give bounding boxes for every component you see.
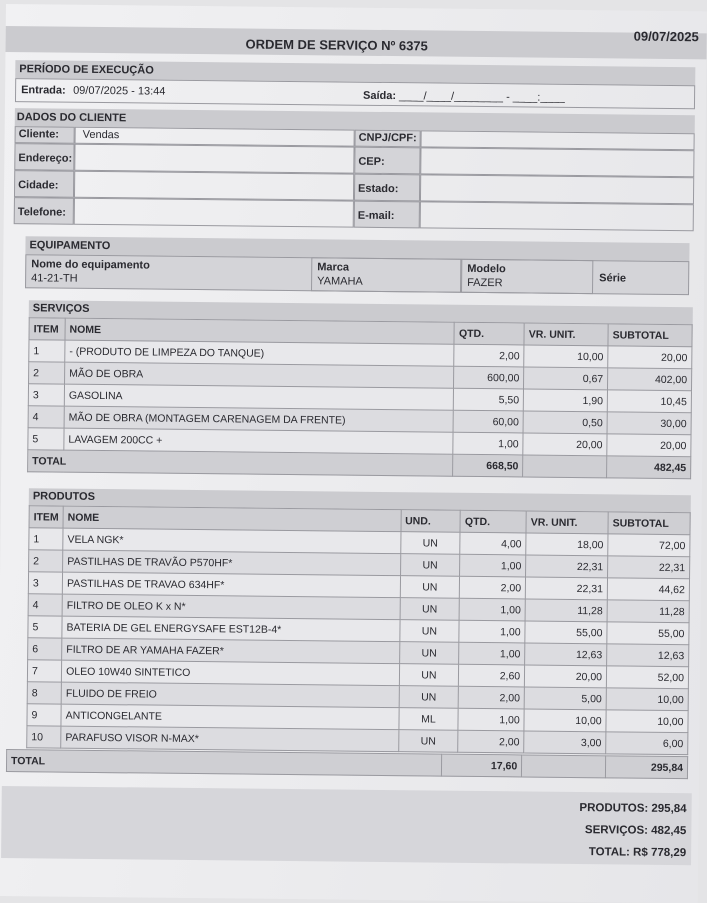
email-label: E-mail: [357, 209, 395, 223]
produtos-total-qtd: 17,60 [442, 754, 522, 777]
produtos-total-sub: 295,84 [605, 756, 687, 779]
periodo-section-title: PERÍODO DE EXECUÇÃO [19, 63, 154, 77]
servicos-item: 5 [28, 428, 64, 450]
produtos-nome: VELA NGK* [63, 528, 401, 554]
servicos-col-item: ITEM [29, 318, 65, 340]
servicos-vr: 0,67 [524, 367, 608, 390]
produtos-qtd: 1,00 [459, 598, 525, 621]
produtos-qtd: 2,60 [459, 664, 525, 687]
servicos-item: 1 [29, 340, 65, 362]
servicos-col-qtd: QTD. [454, 322, 524, 345]
equipamento-nome-label: Nome do equipamento [31, 258, 150, 272]
estado-label: Estado: [358, 182, 399, 196]
produtos-sub: 10,00 [606, 710, 688, 733]
produtos-vr: 3,00 [524, 731, 606, 754]
produtos-sub: 52,00 [606, 666, 688, 689]
produtos-und: UN [399, 620, 459, 643]
servicos-col-nome: NOME [65, 318, 455, 344]
servicos-section-title: SERVIÇOS [32, 302, 90, 315]
produtos-col-item: ITEM [29, 506, 63, 528]
endereco-label: Endereço: [18, 152, 73, 165]
produtos-total-label: TOTAL [6, 750, 441, 777]
header-date: 09/07/2025 [633, 28, 699, 45]
servicos-table [27, 317, 693, 479]
servicos-qtd: 60,00 [453, 410, 523, 433]
cliente-label: Cliente: [18, 128, 60, 141]
produtos-vr: 10,00 [524, 709, 606, 732]
saida-label: Saída: [362, 89, 397, 103]
produtos-und: UN [400, 532, 460, 555]
produtos-und: ML [398, 708, 458, 731]
produtos-qtd: 2,00 [459, 686, 525, 709]
produtos-nome: PASTILHAS DE TRAVÃO P570HF* [63, 550, 401, 576]
produtos-und: UN [398, 730, 458, 753]
produtos-sub: 11,28 [607, 600, 689, 623]
produtos-qtd: 4,00 [460, 532, 526, 555]
produtos-vr: 20,00 [525, 665, 607, 688]
totals-total: TOTAL: R$ 778,29 [588, 846, 687, 860]
produtos-qtd: 1,00 [459, 642, 525, 665]
servicos-nome: MÃO DE OBRA [65, 362, 455, 388]
servicos-vr: 0,50 [523, 411, 607, 434]
servicos-sub: 10,45 [607, 390, 691, 413]
cliente-value: Vendas [82, 128, 120, 142]
produtos-item: 2 [29, 550, 63, 572]
produtos-nome: FILTRO DE OLEO K x N* [62, 594, 400, 620]
page-title: ORDEM DE SERVIÇO Nº 6375 [245, 36, 428, 54]
marca-label: Marca [317, 261, 350, 274]
produtos-und: UN [399, 664, 459, 687]
modelo-label: Modelo [467, 262, 506, 276]
servicos-nome: LAVAGEM 200CC + [64, 428, 454, 454]
produtos-col-qtd: QTD. [460, 510, 526, 533]
produtos-und: UN [400, 576, 460, 599]
servicos-item: 3 [28, 384, 64, 406]
produtos-qtd: 1,00 [459, 620, 525, 643]
produtos-und: UN [399, 642, 459, 665]
produtos-qtd: 2,00 [460, 576, 526, 599]
modelo-value: FAZER [467, 276, 503, 290]
cep-value-cell [420, 147, 694, 177]
email-value-cell [420, 201, 694, 231]
produtos-sub: 12,63 [607, 644, 689, 667]
cliente-section-title: DADOS DO CLIENTE [16, 111, 127, 125]
servicos-vr: 10,00 [524, 345, 608, 368]
servicos-total-label: TOTAL [28, 450, 454, 476]
servicos-qtd: 1,00 [453, 432, 523, 455]
servicos-item: 2 [29, 362, 65, 384]
produtos-und: UN [400, 554, 460, 577]
produtos-item: 7 [27, 660, 61, 682]
servicos-qtd: 5,50 [454, 388, 524, 411]
cidade-value-cell [74, 171, 354, 201]
totals-servicos: SERVIÇOS: 482,45 [584, 824, 687, 838]
produtos-vr: 22,31 [526, 555, 608, 578]
entrada-label: Entrada: [21, 84, 66, 97]
produtos-qtd: 1,00 [458, 708, 524, 731]
equipamento-section-title: EQUIPAMENTO [29, 239, 111, 253]
servicos-nome: - (PRODUTO DE LIMPEZA DO TANQUE) [65, 340, 455, 366]
servicos-sub: 20,00 [608, 346, 692, 369]
produtos-nome: FILTRO DE AR YAMAHA FAZER* [62, 638, 400, 664]
produtos-nome: PASTILHAS DE TRAVAO 634HF* [62, 572, 400, 598]
totals-produtos: PRODUTOS: 295,84 [579, 802, 687, 816]
produtos-sub: 10,00 [606, 688, 688, 711]
servicos-qtd: 600,00 [454, 366, 524, 389]
servicos-total-qtd: 668,50 [453, 454, 523, 477]
produtos-item: 4 [28, 594, 62, 616]
servicos-nome: GASOLINA [64, 384, 454, 410]
marca-value: YAMAHA [317, 275, 363, 288]
produtos-col-vr: VR. UNIT. [526, 511, 608, 534]
produtos-item: 8 [27, 682, 61, 704]
telefone-value-cell [74, 198, 354, 228]
produtos-col-und: UND. [400, 510, 460, 533]
produtos-item: 3 [28, 572, 62, 594]
produtos-item: 1 [29, 528, 63, 550]
produtos-nome: PARAFUSO VISOR N-MAX* [61, 726, 399, 752]
produtos-table [26, 505, 691, 755]
produtos-item: 10 [27, 726, 61, 748]
produtos-qtd: 1,00 [460, 554, 526, 577]
servicos-vr: 20,00 [523, 433, 607, 456]
produtos-section-title: PRODUTOS [32, 490, 96, 503]
produtos-item: 5 [28, 616, 62, 638]
servicos-total-sub: 482,45 [607, 456, 691, 479]
produtos-vr: 12,63 [525, 643, 607, 666]
cep-label: CEP: [358, 155, 385, 168]
servicos-qtd: 2,00 [454, 344, 524, 367]
produtos-col-nome: NOME [63, 506, 401, 532]
produtos-item: 9 [27, 704, 61, 726]
produtos-vr: 5,00 [524, 687, 606, 710]
service-order-sheet [0, 4, 707, 903]
produtos-nome: OLEO 10W40 SINTETICO [61, 660, 399, 686]
produtos-und: UN [400, 598, 460, 621]
servicos-col-vr: VR. UNIT. [524, 323, 608, 346]
produtos-sub: 44,62 [607, 578, 689, 601]
telefone-label: Telefone: [17, 206, 66, 219]
produtos-sub: 55,00 [607, 622, 689, 645]
equipamento-nome-value: 41-21-TH [31, 272, 78, 285]
servicos-sub: 30,00 [607, 412, 691, 435]
servicos-nome: MÃO DE OBRA (MONTAGEM CARENAGEM DA FRENTE) [64, 406, 454, 432]
servicos-sub: 402,00 [608, 368, 692, 391]
serie-label: Série [599, 272, 627, 285]
produtos-nome: ANTICONGELANTE [61, 704, 399, 730]
produtos-total-empty [522, 755, 606, 778]
produtos-sub: 22,31 [608, 556, 690, 579]
produtos-vr: 55,00 [525, 621, 607, 644]
entrada-value: 09/07/2025 - 13:44 [73, 84, 166, 98]
cnpj-label: CNPJ/CPF: [358, 131, 417, 145]
produtos-und: UN [399, 686, 459, 709]
saida-value: ____/____/________ - ____:____ [398, 90, 565, 104]
produtos-vr: 22,31 [525, 577, 607, 600]
produtos-sub: 72,00 [608, 534, 690, 557]
produtos-qtd: 2,00 [458, 730, 524, 753]
servicos-item: 4 [28, 406, 64, 428]
servicos-sub: 20,00 [607, 434, 691, 457]
produtos-item: 6 [28, 638, 62, 660]
produtos-sub: 6,00 [606, 732, 688, 755]
estado-value-cell [420, 174, 694, 204]
produtos-nome: BATERIA DE GEL ENERGYSAFE EST12B-4* [62, 616, 400, 642]
cidade-label: Cidade: [18, 179, 59, 192]
produtos-nome: FLUIDO DE FREIO [61, 682, 399, 708]
servicos-col-sub: SUBTOTAL [608, 324, 692, 347]
servicos-vr: 1,90 [524, 389, 608, 412]
servicos-total-empty [523, 455, 607, 478]
produtos-vr: 11,28 [525, 599, 607, 622]
endereco-value-cell [74, 144, 354, 174]
produtos-vr: 18,00 [526, 533, 608, 556]
produtos-col-sub: SUBTOTAL [608, 512, 690, 535]
